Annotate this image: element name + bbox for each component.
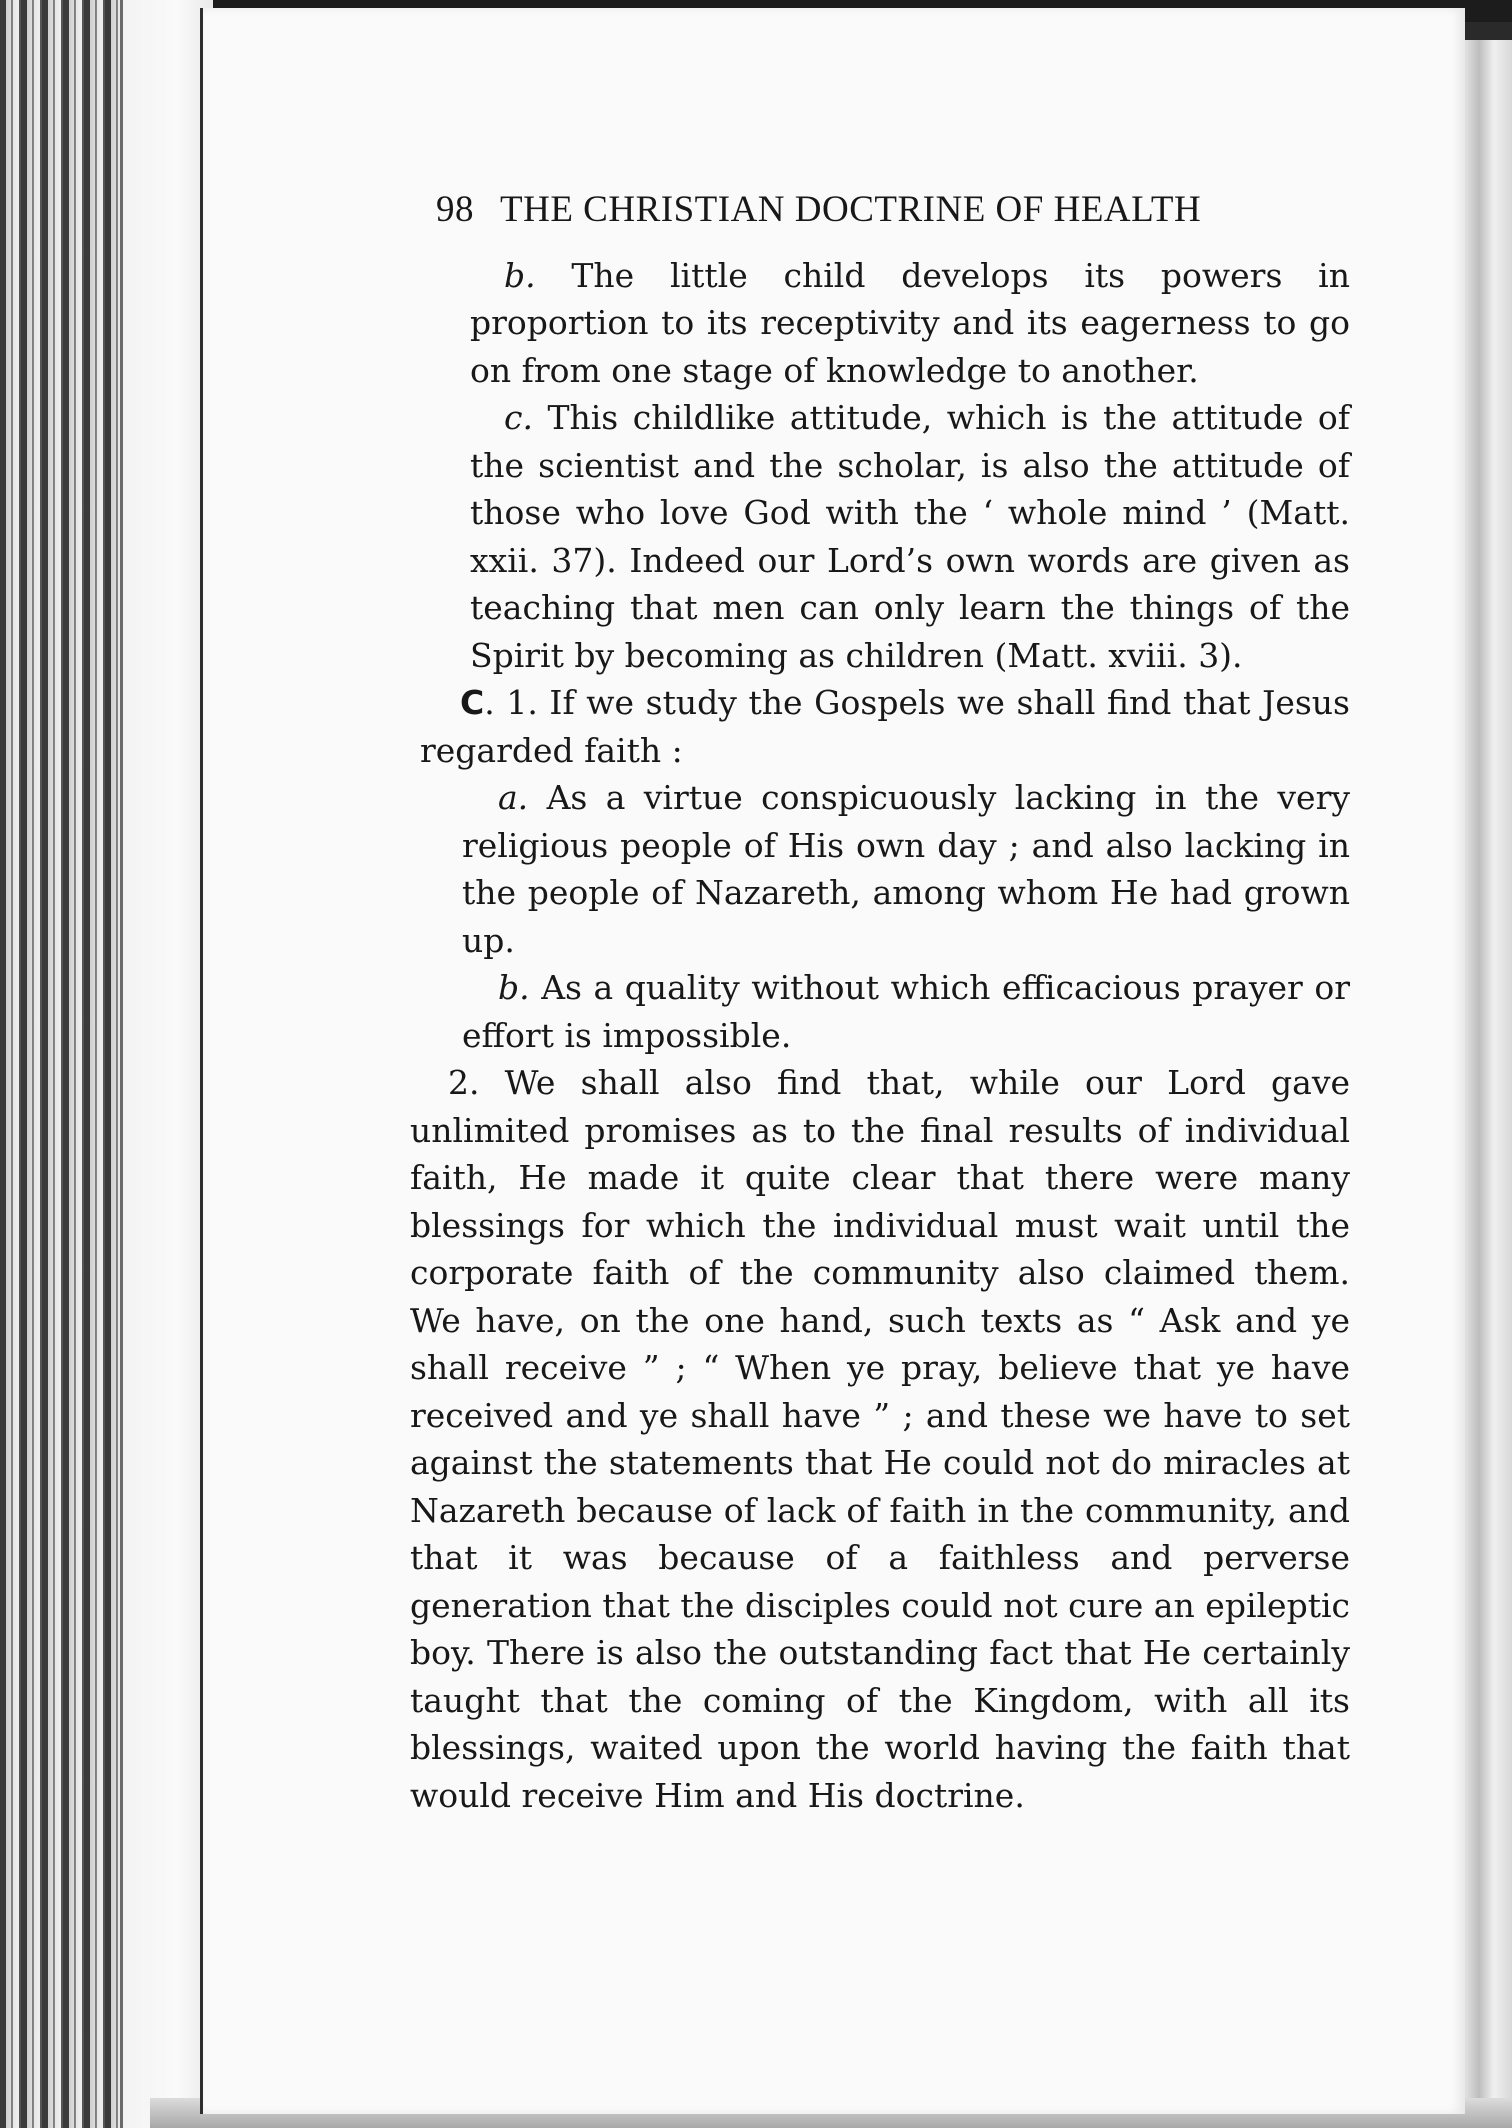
paragraph-2-corporate-faith	[410, 1059, 1350, 1819]
paragraph-text: . 1. If we study the Gospels we shall find that Jesus regarded faith :	[420, 683, 1350, 770]
book-right-edge	[1462, 40, 1512, 2128]
paragraph-text: The little child develops its powers in proportion to its receptivity and its eagerness to go on from one stage of knowledge to another.	[470, 255, 1350, 390]
paragraph-text: 2. We shall also find that, while our Lord gave unlimited promises as to the final results of individual faith, He made it quite clear that there were many blessings for which the individual must wait until the corporate faith of the community also claimed them. We have, on the one hand, such texts as “ Ask and ye shall receive ” ; “ When ye pray, believe that ye have received and ye shall have ” ; and these we have to set against the statements that He could not do miracles at Nazareth because of lack of faith in the community, and that it was because of a faithless and perverse generation that the disciples could not cure an epileptic boy. There is also the outstanding fact that He certainly taught that the coming of the Kingdom, with all its blessings, waited upon the world having the faith that would receive Him and His doctrine.	[410, 1063, 1350, 1815]
paragraph-section-c	[420, 679, 1350, 774]
paragraph-c-attitude	[470, 394, 1350, 679]
paragraph-b-quality	[462, 964, 1350, 1059]
paragraph-text: As a quality without which efficacious prayer or effort is impossible.	[462, 968, 1350, 1055]
running-title: THE CHRISTIAN DOCTRINE OF HEALTH	[500, 189, 1202, 230]
page-content	[410, 186, 1350, 1819]
paragraph-b-child	[470, 252, 1350, 395]
paragraph-marker: c.	[504, 398, 533, 437]
paragraph-text: As a virtue conspicuously lacking in the very religious people of His own day ; and also lacking in the people of Nazareth, among whom He had grown up.	[462, 778, 1350, 960]
book-page-edges	[0, 0, 210, 2128]
paragraph-a-virtue	[462, 774, 1350, 964]
page-number: 98	[436, 189, 474, 230]
paragraph-text: This childlike attitude, which is the attitude of the scientist and the scholar, is also the attitude of those who love God with the ‘ whole mind ’ (Matt. xxii. 37). Indeed our Lord’s own words are given as teaching that men can only learn the things of the Spirit by becoming as children (Matt. xviii. 3).	[470, 398, 1350, 675]
paragraph-marker: a.	[498, 778, 529, 817]
paragraph-marker: b.	[498, 968, 530, 1007]
section-letter: C	[460, 683, 485, 722]
paragraph-marker: b.	[504, 255, 536, 295]
running-head	[410, 186, 1350, 234]
